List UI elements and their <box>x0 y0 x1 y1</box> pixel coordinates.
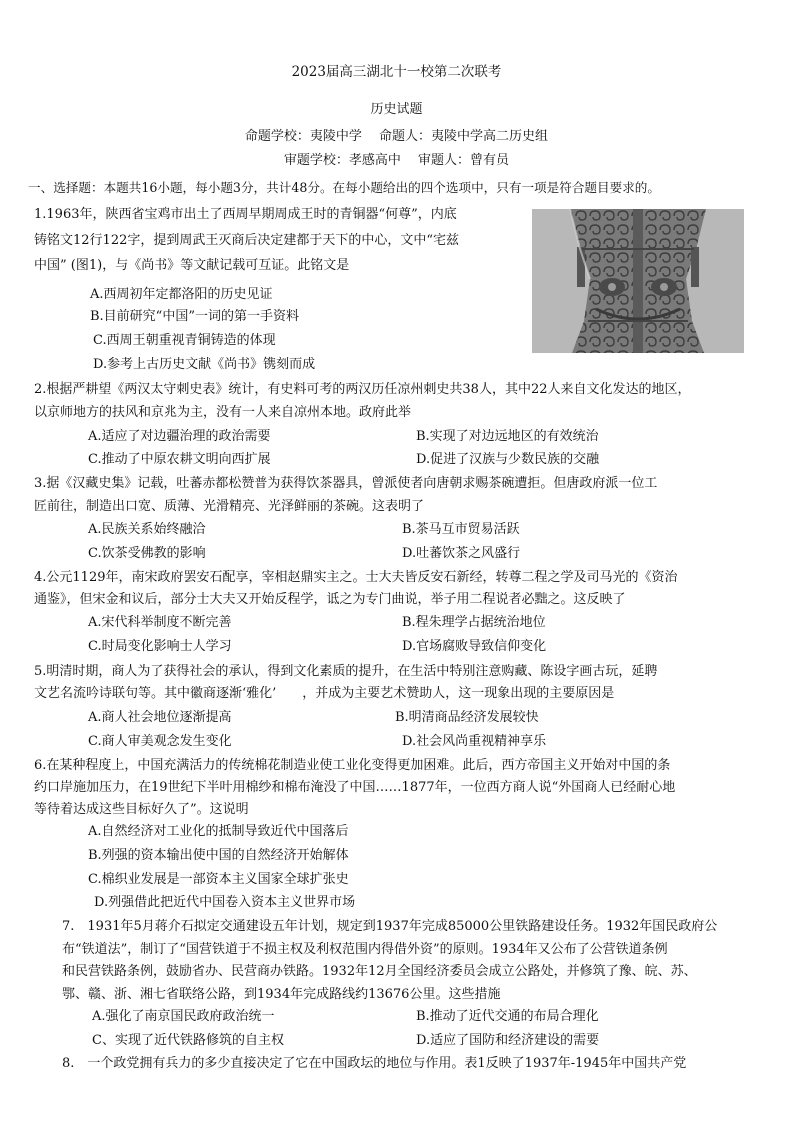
q5-option-a[interactable]: A.商人社会地位逐渐提高 <box>88 710 232 725</box>
q7-option-b[interactable]: B.推动了近代交通的布局合理化 <box>416 1009 599 1024</box>
q4-option-c[interactable]: C.时局变化影响士人学习 <box>88 639 232 654</box>
section-heading: 一、选择题：本题共16小题，每小题3分，共计48分。在每小题给出的四个选项中，只有一项是符合题目要求的。 <box>28 180 660 195</box>
q6-option-c[interactable]: C.棉织业发展是一部资本主义国家全球扩张史 <box>88 872 349 887</box>
q2-option-c[interactable]: C.推动了中原农耕文明向西扩展 <box>88 452 271 467</box>
q5-option-b[interactable]: B.明清商品经济发展较快 <box>395 710 539 725</box>
exam-title: 2023届高三湖北十一校第二次联考 <box>291 64 502 80</box>
q5-stem-line2: 文艺名流吟诗联句等。其中徽商逐渐‘雅化’ ，并成为主要艺术赞助人，这一现象出现的主要原因是 <box>34 686 615 701</box>
bronze-vessel-image <box>532 209 744 353</box>
q7-stem-line1: 7. 1931年5月蒋介石拟定交通建设五年计划，规定到1937年完成85000公里铁路建设任务。1932年国民政府公 <box>62 919 718 934</box>
q6-stem-line1: 6.在某种程度上，中国充满活力的传统棉花制造业使工业化变得更加困难。此后，西方帝国主义开始对中国的条 <box>34 758 671 773</box>
reviewer-line: 审题学校：孝感高中 审题人：曾有员 <box>283 153 510 168</box>
q6-option-b[interactable]: B.列强的资本输出使中国的自然经济开始解体 <box>88 848 349 863</box>
q1-option-d[interactable]: D.参考上古历史文献《尚书》镌刻而成 <box>93 357 316 372</box>
q2-option-d[interactable]: D.促进了汉族与少数民族的交融 <box>416 452 600 467</box>
q1-stem-line3: 中国” (图1)，与《尚书》等文献记载可互证。此铭文是 <box>34 258 350 273</box>
q1-option-c[interactable]: C.西周王朝重视青铜铸造的体现 <box>93 333 276 348</box>
q7-stem-line3: 和民营铁路条例，鼓励省办、民营商办铁路。1932年12月全国经济委员会成立公路处，并修筑了豫、皖、苏、 <box>62 964 697 979</box>
q7-stem-line4: 鄂、赣、浙、湘七省联络公路，到1934年完成路线约13676公里。这些措施 <box>62 987 501 1002</box>
q1-option-a[interactable]: A.西周初年定都洛阳的历史见证 <box>90 287 273 302</box>
q5-option-d[interactable]: D.社会风尚重视精神享乐 <box>402 734 547 749</box>
q4-option-d[interactable]: D.官场腐败导致信仰变化 <box>402 639 547 654</box>
q7-option-c[interactable]: C、实现了近代铁路修筑的自主权 <box>92 1033 284 1048</box>
q1-option-b[interactable]: B.目前研究“中国”一词的第一手资料 <box>90 309 299 324</box>
q2-stem-line1: 2.根据严耕望《两汉太守刺史表》统计，有史料可考的两汉历任凉州刺史共38人，其中22人来自文化发达的地区， <box>34 382 691 397</box>
q7-option-d[interactable]: D.适应了国防和经济建设的需要 <box>416 1033 600 1048</box>
q3-option-c[interactable]: C.饮茶受佛教的影响 <box>88 546 206 561</box>
q6-option-d[interactable]: D.列强借此把近代中国卷入资本主义世界市场 <box>94 895 356 910</box>
exam-subject: 历史试题 <box>370 102 423 117</box>
q2-stem-line2: 以京师地方的扶风和京兆为主，没有一人来自凉州本地。政府此举 <box>34 405 412 420</box>
q2-option-a[interactable]: A.适应了对边疆治理的政治需要 <box>88 429 271 444</box>
q3-option-a[interactable]: A.民族关系始终融洽 <box>88 522 206 537</box>
q4-stem-line1: 4.公元1129年，南宋政府罢安石配享，宰相赵鼎实主之。士大夫皆反安石新经，转尊二程之学及司马光的《资治 <box>34 570 678 585</box>
q1-stem-line1: 1.1963年，陕西省宝鸡市出土了西周早期周成王时的青铜器“何尊”，内底 <box>34 207 457 222</box>
q6-option-a[interactable]: A.自然经济对工业化的抵制导致近代中国落后 <box>88 824 349 839</box>
q3-option-d[interactable]: D.吐蕃饮茶之风盛行 <box>402 546 521 561</box>
setter-line: 命题学校：夷陵中学 命题人：夷陵中学高二历史组 <box>244 129 549 144</box>
q5-stem-line1: 5.明清时期，商人为了获得社会的承认，得到文化素质的提升，在生活中特别注意购藏、陈设字画古玩，延聘 <box>34 664 658 679</box>
q4-option-b[interactable]: B.程朱理学占据统治地位 <box>402 615 546 630</box>
q8-stem-line1: 8. 一个政党拥有兵力的多少直接决定了它在中国政坛的地位与作用。表1反映了1937年-1945年中国共产党 <box>62 1056 687 1071</box>
q5-option-c[interactable]: C.商人审美观念发生变化 <box>88 734 232 749</box>
q7-option-a[interactable]: A.强化了南京国民政府政治统一 <box>92 1009 275 1024</box>
q6-stem-line3: 等待着达成这些目标好久了”。这说明 <box>34 802 249 817</box>
q3-option-b[interactable]: B.茶马互市贸易活跃 <box>402 522 520 537</box>
q7-stem-line2: 布“铁道法”，制订了“国营铁道于不损主权及利权范围内得借外资”的原则。1934年又公布了公营铁道条例 <box>62 942 668 957</box>
q2-option-b[interactable]: B.实现了对边远地区的有效统治 <box>416 429 599 444</box>
q1-stem-line2: 铸铭文12行122字，提到周武王灭商后决定建都于天下的中心，文中“宅兹 <box>34 233 460 248</box>
q6-stem-line2: 约口岸施加压力，在19世纪下半叶用棉纱和棉布淹没了中国……1877年，一位西方商人说“外国商人已经耐心地 <box>34 780 676 795</box>
q3-stem-line1: 3.据《汉藏史集》记载，吐蕃赤都松赞普为获得饮茶器具，曾派使者向唐朝求赐茶碗遭拒。但唐政府派一位工 <box>34 476 658 491</box>
q4-option-a[interactable]: A.宋代科举制度不断完善 <box>88 615 232 630</box>
q4-stem-line2: 通鉴》，但宋金和议后，部分士大夫又开始反程学，诋之为专门曲说，举子用二程说者必黜之。这反映了 <box>34 592 626 607</box>
q3-stem-line2: 匠前往，制造出口宽、质薄、光滑精亮、光泽鲜丽的茶碗。这表明了 <box>34 499 425 514</box>
